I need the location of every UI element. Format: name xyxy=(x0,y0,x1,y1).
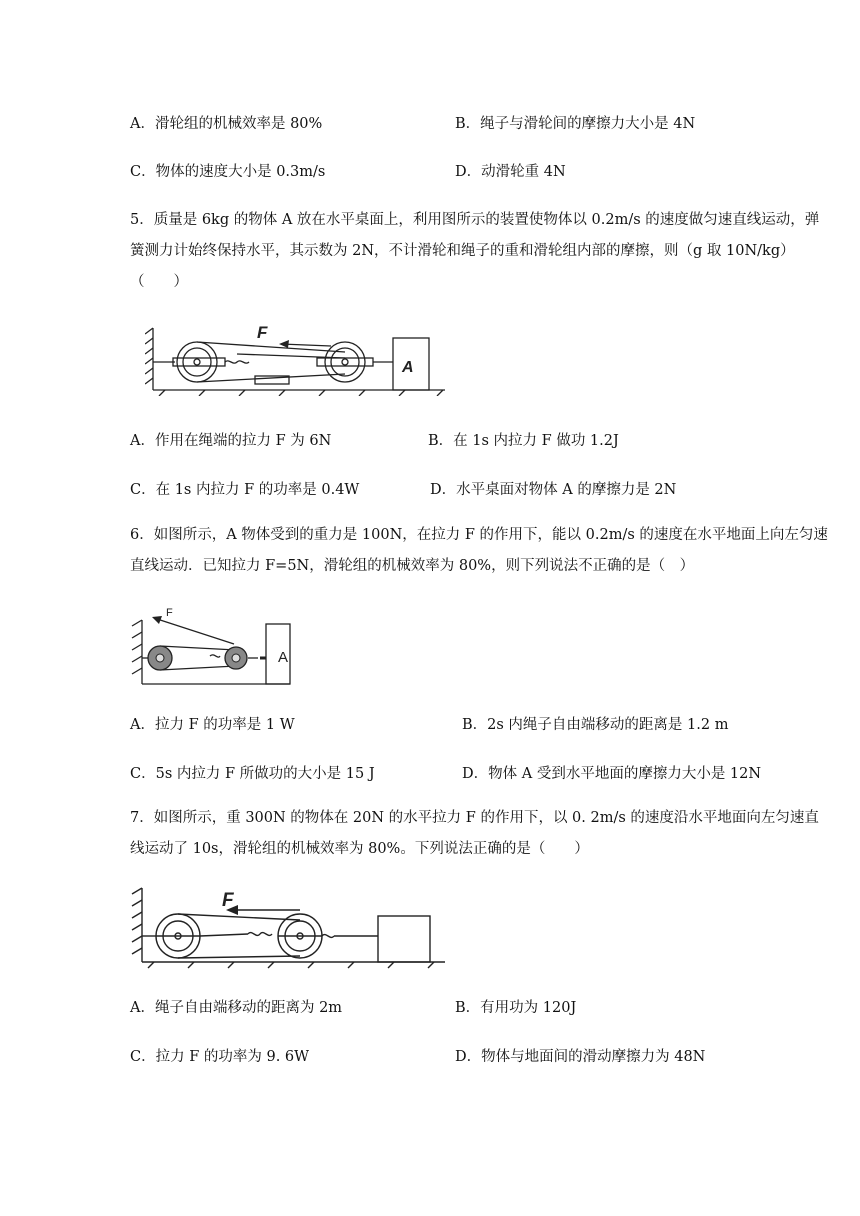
q6-force-label: F xyxy=(166,607,173,619)
q7-pulley-figure xyxy=(130,884,450,972)
q6-stem: 6．如图所示，A 物体受到的重力是 100N，在拉力 F 的作用下，能以 0.2m/s 的速度在水平地面上向左匀速直线运动．已知拉力 F=5N，滑轮组的机械效率为 80%，则下列说法不正确的是（ ） xyxy=(130,527,828,574)
q6-pulley-figure xyxy=(130,600,295,690)
q7-option-d: D．物体与地面间的滑动摩擦力为 48N xyxy=(455,1049,706,1065)
q7-option-c: C．拉力 F 的功率为 9. 6W xyxy=(130,1049,310,1065)
q6-option-a: A．拉力 F 的功率是 1 W xyxy=(130,717,295,733)
q6-block-label: A xyxy=(278,649,289,666)
q6-option-d: D．物体 A 受到水平地面的摩擦力大小是 12N xyxy=(462,766,762,782)
q5-pulley-figure xyxy=(145,318,455,396)
q4-option-b: B．绳子与滑轮间的摩擦力大小是 4N xyxy=(455,116,696,132)
q5-stem: 5．质量是 6kg 的物体 A 放在水平桌面上，利用图所示的装置使物体以 0.2m/s 的速度做匀速直线运动，弹簧测力计始终保持水平，其示数为 2N，不计滑轮和绳子的重和滑轮组内部的摩擦，则（g 取 10N/kg）（ ） xyxy=(130,212,820,290)
q6-option-b: B．2s 内绳子自由端移动的距离是 1.2 m xyxy=(462,717,729,733)
q7-force-label: F xyxy=(222,890,234,911)
q4-option-d: D．动滑轮重 4N xyxy=(455,164,566,180)
q4-option-a: A．滑轮组的机械效率是 80% xyxy=(130,116,323,132)
q6-option-c: C．5s 内拉力 F 所做功的大小是 15 J xyxy=(130,766,375,782)
q4-option-c: C．物体的速度大小是 0.3m/s xyxy=(130,164,326,180)
q5-option-d: D．水平桌面对物体 A 的摩擦力是 2N xyxy=(430,482,677,498)
q5-option-b: B．在 1s 内拉力 F 做功 1.2J xyxy=(428,433,619,449)
q5-block-label: A xyxy=(402,359,414,376)
q7-option-b: B．有用功为 120J xyxy=(455,1000,577,1016)
q7-option-a: A．绳子自由端移动的距离为 2m xyxy=(130,1000,343,1016)
q5-option-a: A．作用在绳端的拉力 F 为 6N xyxy=(130,433,332,449)
q5-option-c: C．在 1s 内拉力 F 的功率是 0.4W xyxy=(130,482,360,498)
q5-force-label: F xyxy=(257,323,268,342)
q7-stem: 7．如图所示，重 300N 的物体在 20N 的水平拉力 F 的作用下，以 0. 2m/s 的速度沿水平地面向左匀速直线运动了 10s，滑轮组的机械效率为 80%。下列说法正确的是（ ） xyxy=(130,810,819,857)
